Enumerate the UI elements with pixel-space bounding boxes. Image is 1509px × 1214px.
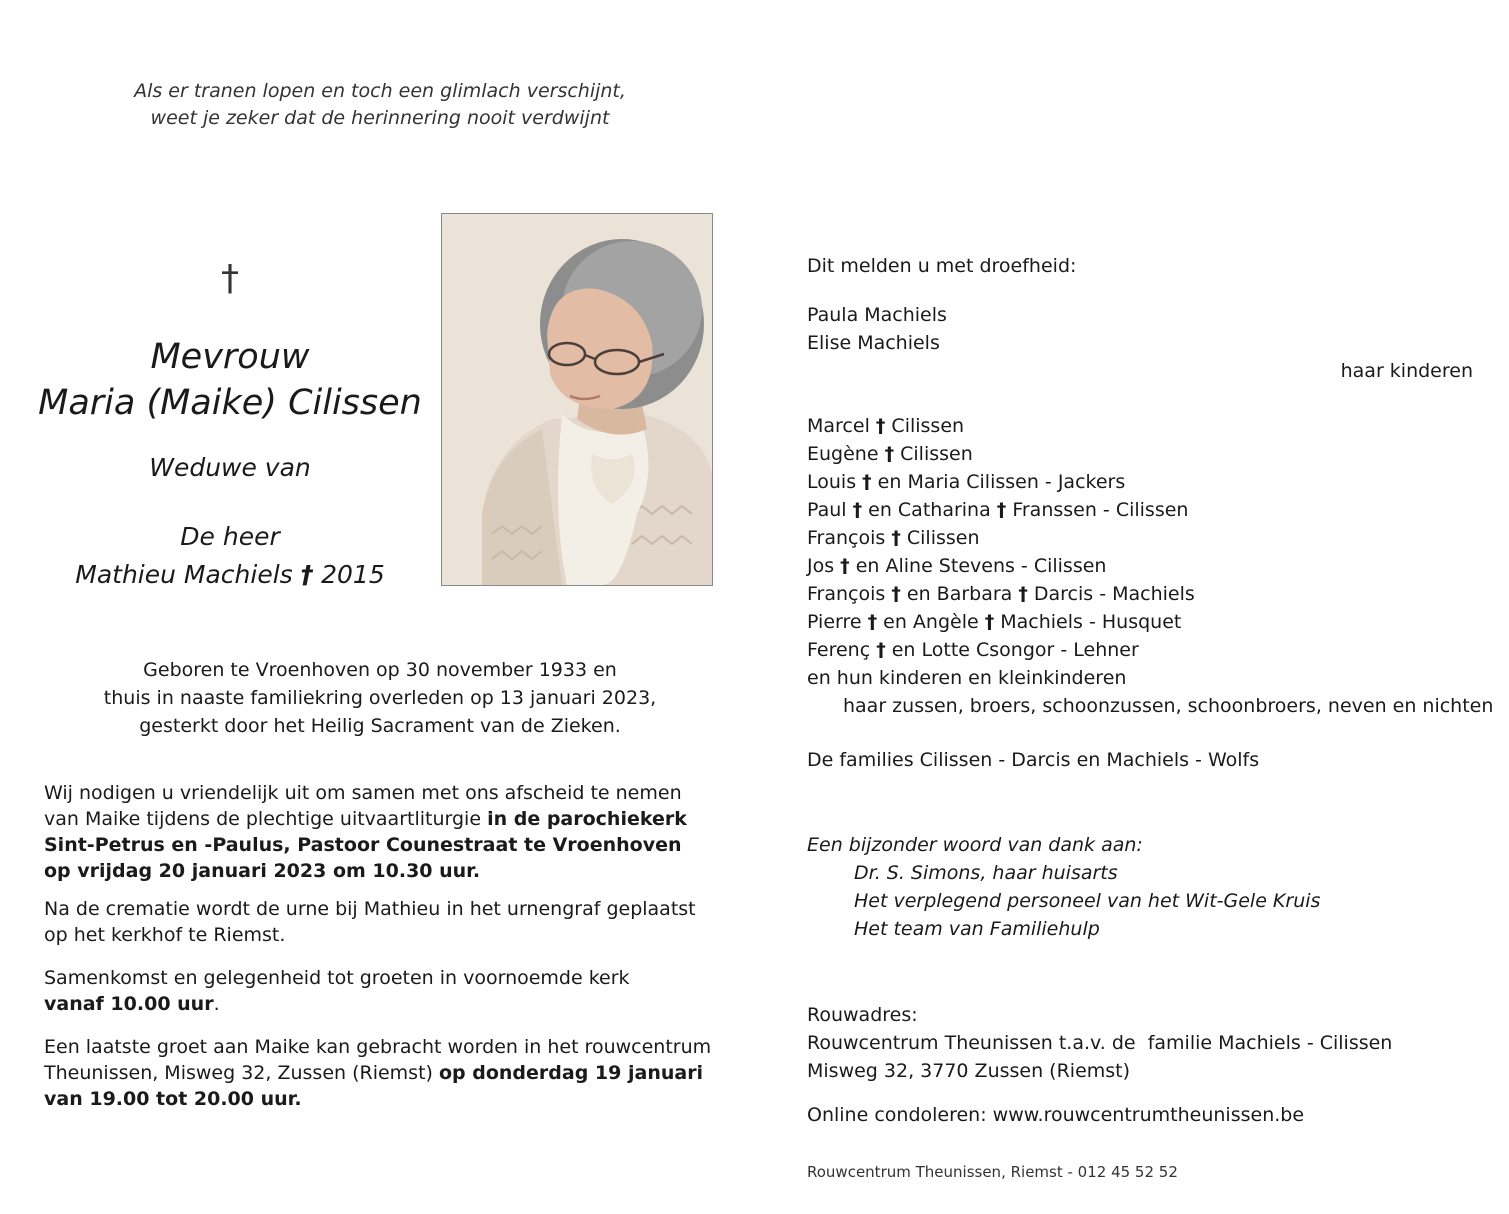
mourning-address	[807, 1001, 1392, 1085]
sibling-text: Cilissen	[885, 415, 965, 437]
cross-icon: †	[884, 443, 895, 465]
sibling-line	[807, 440, 1493, 468]
sibling-line	[807, 468, 1493, 496]
born-line-1: Geboren te Vroenhoven op 30 november 1933 en	[143, 659, 617, 681]
sibling-line	[807, 524, 1493, 552]
invitation-text: van Maike tijdens de plechtige uitvaartliturgie	[44, 808, 488, 830]
cross-icon: †	[867, 611, 878, 633]
cross-icon: †	[891, 527, 901, 549]
portrait-illustration	[442, 214, 712, 585]
sibling-text: Darcis - Machiels	[1027, 583, 1195, 605]
sibling-text: Franssen - Cilissen	[1006, 499, 1189, 521]
born-line-3: gesterkt door het Heilig Sacrament van de Zieken.	[139, 715, 621, 737]
born-line-2: thuis in naaste familiekring overleden op 13 januari 2023,	[103, 687, 657, 709]
address-line-2: Misweg 32, 3770 Zussen (Riemst)	[807, 1060, 1131, 1082]
siblings-relatives: haar zussen, broers, schoonzussen, schoonbroers, neven en nichten	[843, 695, 1494, 717]
sibling-text: en Angèle	[877, 611, 985, 633]
cross-icon: †	[1018, 583, 1028, 605]
sibling-text: Cilissen	[894, 443, 973, 465]
invitation-paragraph	[44, 780, 714, 884]
cremation-paragraph	[44, 896, 714, 948]
gathering-paragraph	[44, 965, 714, 1017]
child-name: Elise Machiels	[807, 332, 940, 354]
portrait-photo	[441, 213, 713, 586]
cremation-line-2: op het kerkhof te Riemst.	[44, 924, 286, 946]
online-condolence: Online condoleren: www.rouwcentrumtheunissen.be	[807, 1104, 1305, 1126]
cross-icon: †	[984, 611, 995, 633]
sibling-text: Jos	[807, 555, 841, 577]
sibling-line	[807, 412, 1493, 440]
cross-icon: †	[876, 639, 886, 661]
spouse-block	[30, 518, 430, 594]
sibling-line	[807, 552, 1493, 580]
address-line-1: Rouwcentrum Theunissen t.a.v. de familie Machiels - Cilissen	[807, 1032, 1393, 1054]
sibling-text: en Aline Stevens - Cilissen	[849, 555, 1107, 577]
deceased-name-block	[30, 334, 430, 426]
birth-death-text	[80, 656, 680, 740]
families-line: De families Cilissen - Darcis en Machiels - Wolfs	[807, 749, 1260, 771]
sibling-text: Cilissen	[900, 527, 980, 549]
sibling-text: Marcel	[807, 415, 876, 437]
announcement-heading: Dit melden u met droefheid:	[807, 255, 1077, 277]
sibling-text: en Maria Cilissen - Jackers	[871, 471, 1126, 493]
thanks-item: Het verplegend personeel van het Wit-Gele Kruis	[854, 890, 1321, 912]
cross-icon: †	[891, 583, 901, 605]
sibling-text: Ferenç	[807, 639, 877, 661]
cross-icon: †	[300, 560, 314, 589]
cross-icon: †	[840, 555, 850, 577]
spouse-name: Mathieu Machiels	[75, 560, 293, 589]
invitation-line	[44, 806, 714, 832]
spouse-death-year: 2015	[321, 560, 385, 589]
deceased-name: Maria (Maike) Cilissen	[38, 383, 422, 423]
sibling-line	[807, 608, 1493, 636]
sibling-text: en Lotte Csongor - Lehner	[885, 639, 1139, 661]
thanks-intro: Een bijzonder woord van dank aan:	[807, 834, 1143, 856]
widow-of-label: Weduwe van	[149, 453, 311, 482]
thanks-item: Het team van Familiehulp	[854, 918, 1100, 940]
cross-icon: †	[221, 258, 239, 299]
sibling-text: en Catharina	[862, 499, 997, 521]
children-label: haar kinderen	[1340, 360, 1473, 382]
visitation-time: van 19.00 tot 20.00 uur.	[44, 1088, 302, 1110]
opening-quote	[80, 78, 680, 132]
gathering-time: vanaf 10.00 uur	[44, 993, 214, 1015]
quote-line-1: Als er tranen lopen en toch een glimlach verschijnt,	[134, 80, 626, 102]
cross-icon: †	[852, 499, 863, 521]
cross-icon: †	[875, 415, 886, 437]
gathering-period: .	[213, 993, 220, 1015]
thanks-block	[807, 831, 1320, 943]
funeral-date: op vrijdag 20 januari 2023 om 10.30 uur.	[44, 860, 481, 882]
gathering-line-1: Samenkomst en gelegenheid tot groeten in voornoemde kerk	[44, 967, 630, 989]
sibling-text: Pierre	[807, 611, 868, 633]
children-list	[807, 301, 947, 357]
sibling-text: Machiels - Husquet	[994, 611, 1182, 633]
salutation: Mevrouw	[150, 337, 310, 377]
cremation-line-1: Na de crematie wordt de urne bij Mathieu in het urnengraf geplaatst	[44, 898, 696, 920]
sibling-text: Louis	[807, 471, 863, 493]
sibling-text: François	[807, 527, 892, 549]
visitation-date: op donderdag 19 januari	[438, 1062, 704, 1084]
sibling-line	[807, 636, 1493, 664]
sibling-text: Eugène	[807, 443, 885, 465]
visitation-location: Theunissen, Misweg 32, Zussen (Riemst)	[44, 1062, 439, 1084]
sibling-text: Paul	[807, 499, 853, 521]
visitation-line-1: Een laatste groet aan Maike kan gebracht worden in het rouwcentrum	[44, 1036, 712, 1058]
invitation-line: Wij nodigen u vriendelijk uit om samen met ons afscheid te nemen	[44, 782, 682, 804]
cross-icon: †	[996, 499, 1007, 521]
church-text: in de parochiekerk	[487, 808, 687, 830]
gathering-line-2	[44, 991, 714, 1017]
spouse-title: De heer	[180, 522, 280, 551]
sibling-text: en Barbara	[900, 583, 1019, 605]
footer-text: Rouwcentrum Theunissen, Riemst - 012 45 52 52	[807, 1163, 1178, 1181]
church-address: Sint-Petrus en -Paulus, Pastoor Counestraat te Vroenhoven	[44, 834, 682, 856]
sibling-text: François	[807, 583, 892, 605]
visitation-paragraph	[44, 1034, 714, 1112]
visitation-line-2	[44, 1060, 714, 1086]
child-name: Paula Machiels	[807, 304, 947, 326]
quote-line-2: weet je zeker dat de herinnering nooit verdwijnt	[150, 107, 610, 129]
siblings-list	[807, 412, 1493, 720]
sibling-line	[807, 580, 1493, 608]
cross-icon: †	[862, 471, 872, 493]
address-label: Rouwadres:	[807, 1004, 918, 1026]
spouse-line	[30, 556, 430, 594]
sibling-line	[807, 496, 1493, 524]
siblings-extra: en hun kinderen en kleinkinderen	[807, 667, 1127, 689]
thanks-item: Dr. S. Simons, haar huisarts	[854, 862, 1118, 884]
